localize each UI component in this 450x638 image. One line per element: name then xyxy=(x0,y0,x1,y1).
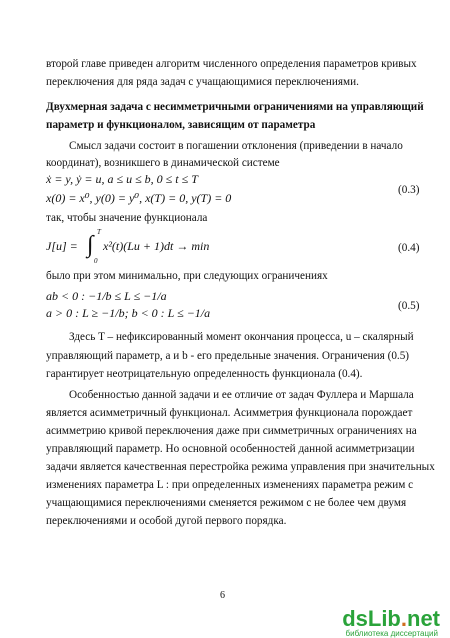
equation-0-5-line1: ab < 0 : −1/b ≤ L ≤ −1/a xyxy=(46,289,167,303)
text-line: так, чтобы значение функционала xyxy=(46,212,208,224)
integral-lower-limit: 0 xyxy=(94,257,98,265)
text-line: координат), возникшего в динамической системе xyxy=(46,157,280,169)
text-line: Здесь T – нефиксированный момент окончания процесса, u – скалярный xyxy=(69,331,414,343)
text-line: переключения для ряда задач с учащающимися переключениями. xyxy=(46,76,359,88)
text-line: асимметрию кривой переключения даже при симметричных ограничениях на xyxy=(46,425,417,437)
text-line: второй главе приведен алгоритм численного определения параметров кривых xyxy=(46,58,417,70)
text-line: Смысл задачи состоит в погашении отклонения (приведении в начало xyxy=(69,140,403,152)
text-line: изменениях параметра L : при определенных изменениях параметра режим с xyxy=(46,479,414,491)
section-heading: параметр и функционалом, зависящим от параметра xyxy=(46,119,316,131)
text-line: задачи является качественная перестройка режима управления при значительных xyxy=(46,461,435,473)
text-line: Особенностью данной задачи и ее отличие от задач Фуллера и Маршала xyxy=(69,389,414,401)
text-line: переключениями и особой дугой первого порядка. xyxy=(46,515,287,527)
equation-0-4-lhs: J[u] = xyxy=(46,239,78,253)
brand-left: dsLib xyxy=(342,606,401,631)
brand-right: net xyxy=(407,606,440,631)
equation-0-3-line2: x(0) = x⁰, y(0) = y⁰, x(T) = 0, y(T) = 0 xyxy=(46,191,232,205)
equation-number: (0.5) xyxy=(398,300,420,312)
integral-upper-limit: T xyxy=(97,228,101,236)
section-heading: Двухмерная задача с несимметричными ограничениями на управляющий xyxy=(46,101,424,113)
brand-dot: . xyxy=(400,606,407,631)
page-number: 6 xyxy=(220,590,225,601)
text-line: является асимметричный функционал. Асимметрия функционала порождает xyxy=(46,407,413,419)
equation-number: (0.4) xyxy=(398,242,420,254)
equation-number: (0.3) xyxy=(398,184,420,196)
text-line: учащающимися переключениями сменяется режимом с не более чем двумя xyxy=(46,497,407,509)
text-line: управляющий параметр. Но основной особенностей данной асимметризации xyxy=(46,443,415,455)
equation-0-4-rhs: x²(t)(Lu + 1)dt → min xyxy=(103,239,210,253)
equation-0-3-line1: ẋ = y, ẏ = u, a ≤ u ≤ b, 0 ≤ t ≤ T xyxy=(46,172,198,186)
integral-sign: ∫ xyxy=(87,232,94,258)
text-line: было при этом минимально, при следующих ограничениях xyxy=(46,270,328,282)
watermark-subtitle: библиотека диссертаций xyxy=(345,629,438,638)
text-line: управляющий параметр, a и b - его предельные значения. Ограничения (0.5) xyxy=(46,350,410,362)
equation-0-5-line2: a > 0 : L ≥ −1/b; b < 0 : L ≤ −1/a xyxy=(46,306,211,320)
text-line: гарантирует неотрицательную определенность функционала (0.4). xyxy=(46,368,363,380)
